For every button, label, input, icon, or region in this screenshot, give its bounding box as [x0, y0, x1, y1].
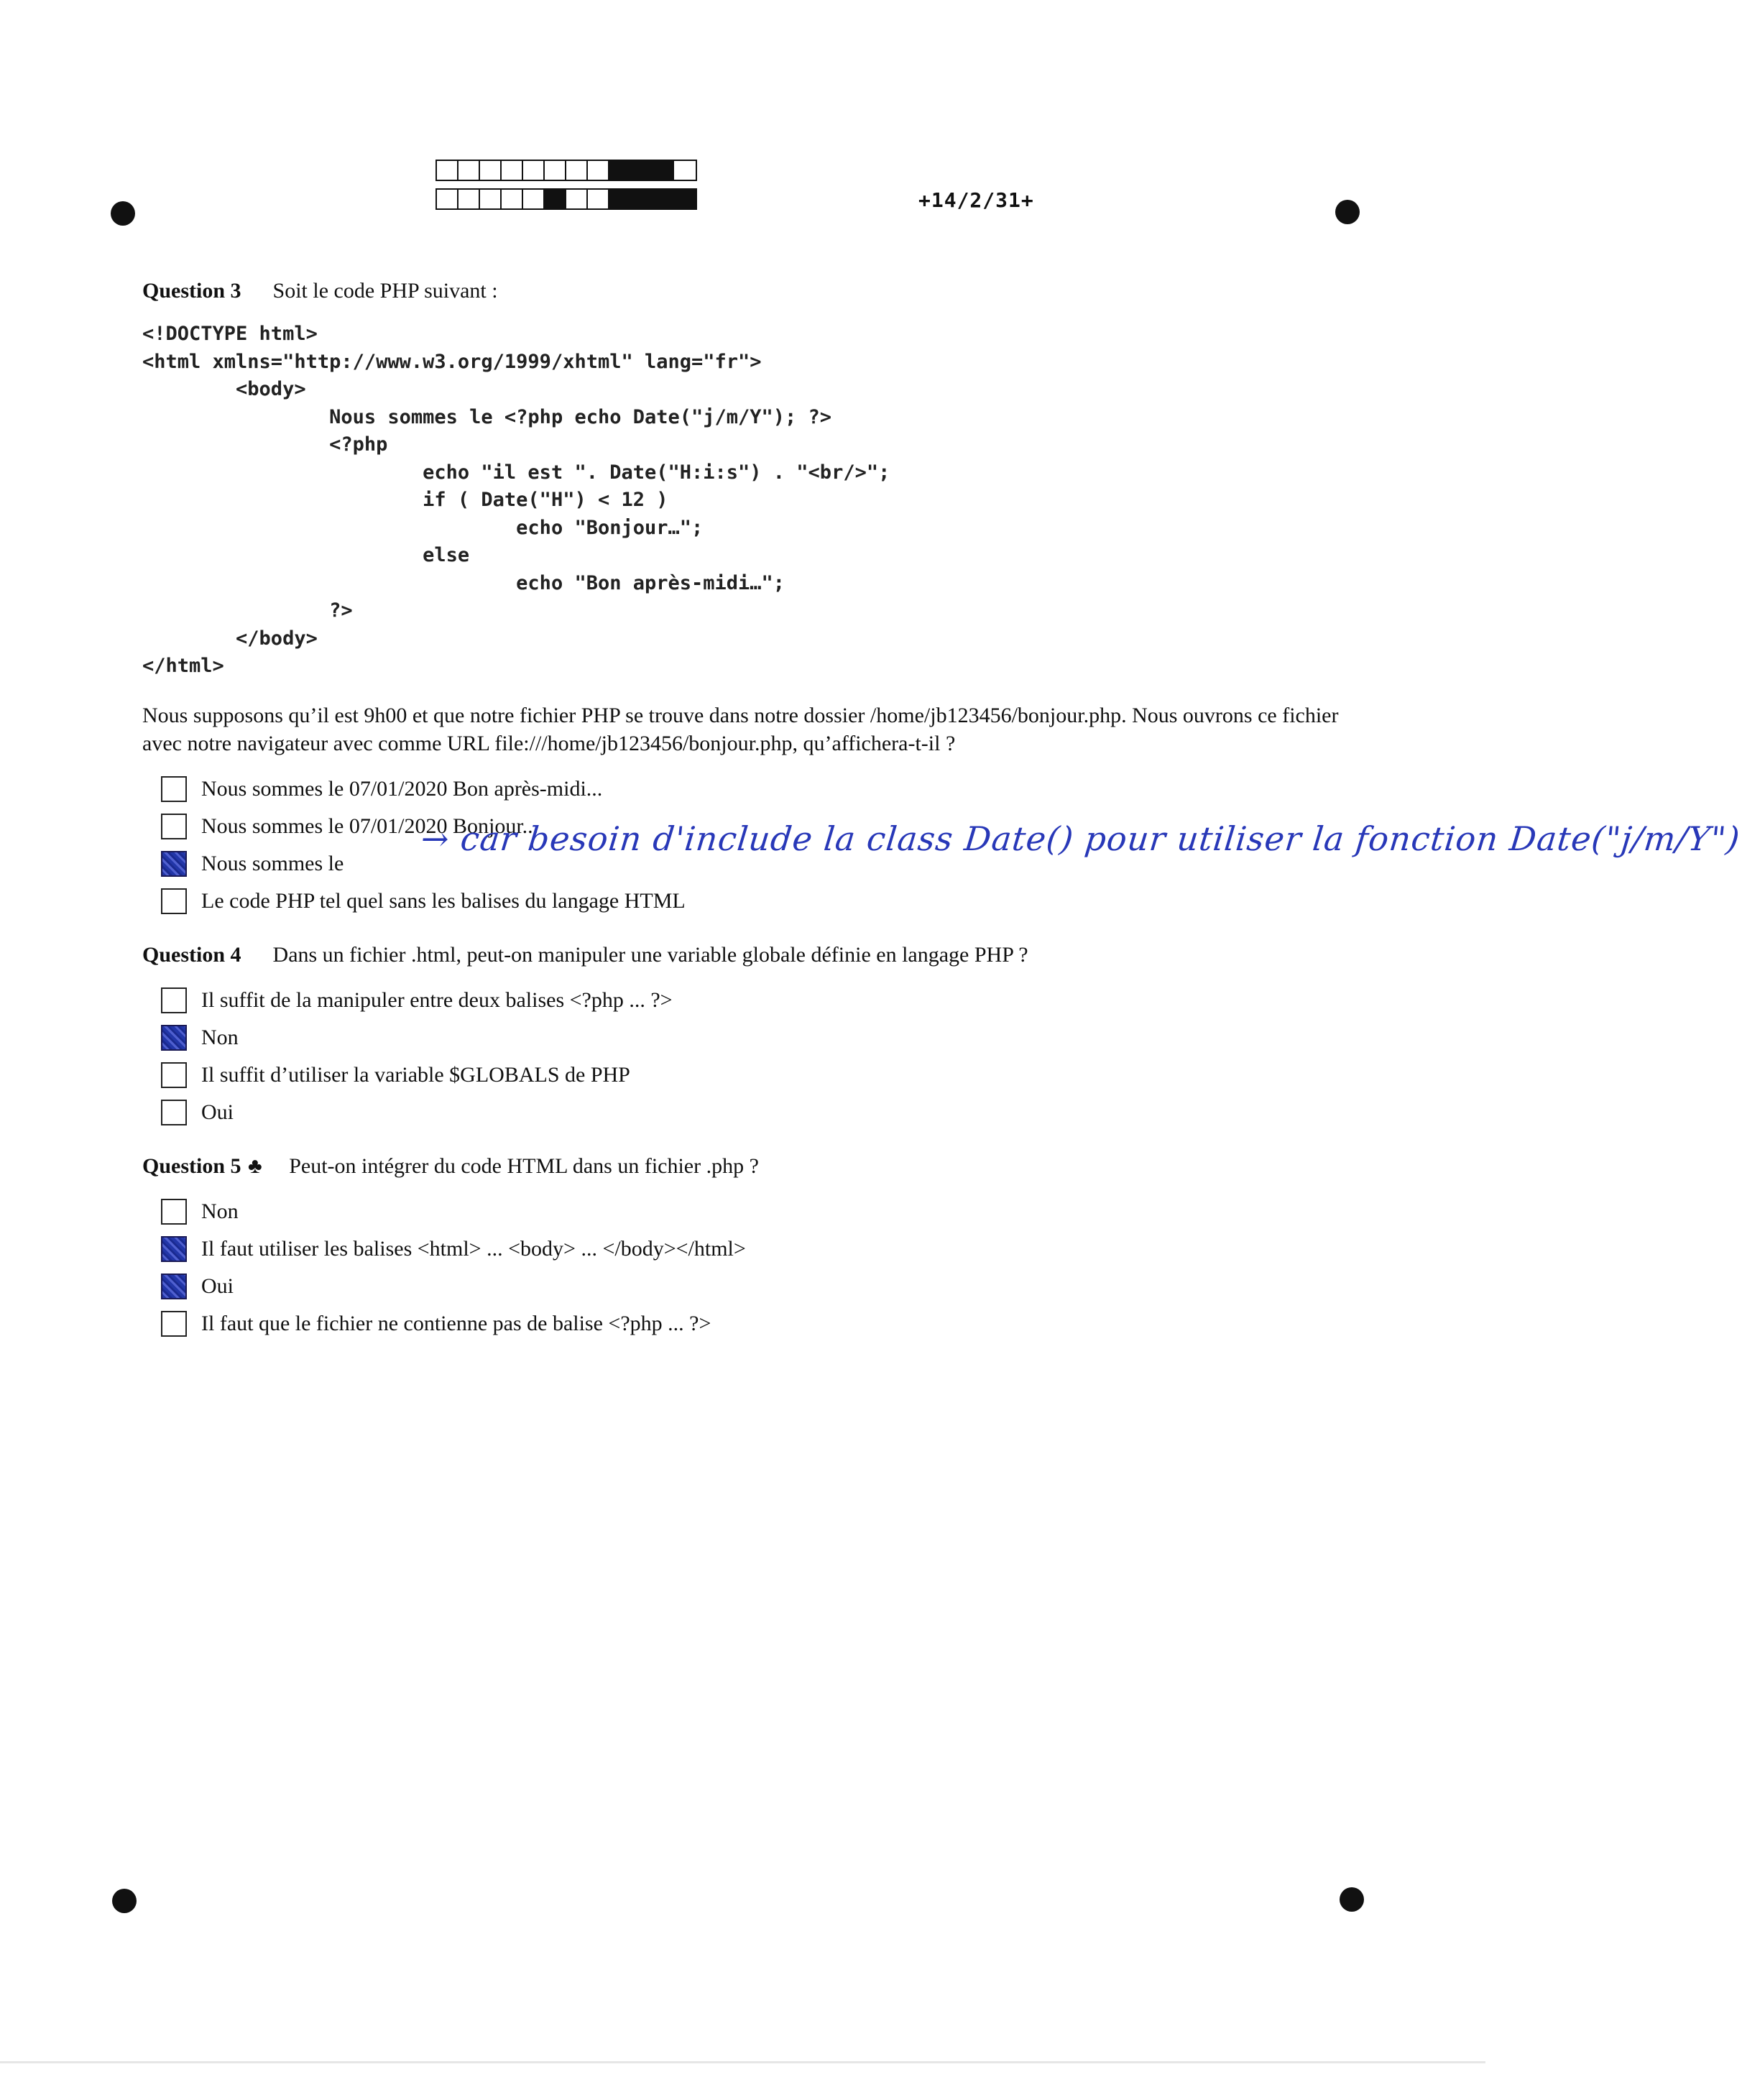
- q4-option-2[interactable]: [161, 1025, 239, 1051]
- q3-option-2-label: Nous sommes le 07/01/2020 Bonjour...: [201, 814, 539, 838]
- q5-option-1-label: Non: [201, 1199, 239, 1223]
- q3-option-3[interactable]: [161, 851, 344, 877]
- q3-option-4-label: Le code PHP tel quel sans les balises du langage HTML: [201, 889, 686, 913]
- question-3-number: Question 3: [142, 279, 241, 303]
- barcode-bottom: [436, 188, 697, 210]
- q5-option-4-label: Il faut que le fichier ne contienne pas de balise <?php ... ?>: [201, 1312, 711, 1335]
- barcode-bottom-cell: [523, 190, 545, 208]
- q5-option-1[interactable]: [161, 1199, 239, 1225]
- barcode-top-cell: [437, 161, 458, 180]
- barcode-bottom-cell: [437, 190, 458, 208]
- scan-edge-line: [0, 2061, 1485, 2063]
- registration-mark-top-right: [1335, 200, 1360, 224]
- barcode-top-cell: [545, 161, 566, 180]
- barcode-top-cell: [674, 161, 696, 180]
- q4-option-4-label: Oui: [201, 1100, 234, 1124]
- barcode-bottom-cell: [566, 190, 588, 208]
- barcode-top-cell: [588, 161, 609, 180]
- question-3-paragraph: Nous supposons qu’il est 9h00 et que notre fichier PHP se trouve dans notre dossier /home/jb123456/bonjour.php. Nous ouvrons ce fichier avec notre navigateur avec comme URL file:///home/jb123456/bonjour.php, qu’affichera-t-il ?: [142, 704, 1339, 755]
- registration-mark-top-left: [111, 201, 135, 226]
- q3-option-1-label: Nous sommes le 07/01/2020 Bon après-midi...: [201, 777, 603, 801]
- q3-checkbox-4[interactable]: [161, 888, 187, 914]
- q3-checkbox-2[interactable]: [161, 814, 187, 839]
- barcode-bottom-cell: [480, 190, 502, 208]
- q5-option-2[interactable]: [161, 1236, 746, 1262]
- barcode-top-cell: [653, 161, 674, 180]
- question-3-prompt: Soit le code PHP suivant :: [272, 279, 498, 303]
- q3-checkbox-1[interactable]: [161, 776, 187, 802]
- barcode-top-cell: [458, 161, 480, 180]
- registration-mark-bottom-right: [1340, 1887, 1364, 1912]
- q5-checkbox-3[interactable]: [161, 1274, 187, 1299]
- handwritten-annotation: → car besoin d'include la class Date() pour utiliser la fonction Date("j/m/Y"): [419, 819, 1742, 858]
- q3-option-4[interactable]: [161, 888, 686, 914]
- barcode-bottom-cell: [631, 190, 653, 208]
- barcode-top-cell: [609, 161, 631, 180]
- barcode-bottom-cell: [653, 190, 674, 208]
- question-4-number: Question 4: [142, 943, 241, 967]
- barcode-top: [436, 160, 697, 181]
- q4-checkbox-4[interactable]: [161, 1100, 187, 1125]
- page-code: +14/2/31+: [918, 188, 1034, 212]
- question-4-prompt: Dans un fichier .html, peut-on manipuler une variable globale définie en langage PHP ?: [272, 943, 1028, 967]
- question-3-header: [142, 279, 498, 303]
- q5-option-2-label: Il faut utiliser les balises <html> ... <body> ... </body></html>: [201, 1237, 746, 1261]
- q3-option-1[interactable]: [161, 776, 602, 802]
- q4-option-3[interactable]: [161, 1062, 630, 1088]
- q5-option-3-label: Oui: [201, 1274, 234, 1298]
- registration-mark-bottom-left: [112, 1889, 137, 1913]
- q5-option-3[interactable]: [161, 1274, 234, 1299]
- barcode-bottom-cell: [674, 190, 696, 208]
- q4-option-2-label: Non: [201, 1026, 239, 1049]
- barcode-bottom-cell: [588, 190, 609, 208]
- q4-option-3-label: Il suffit d’utiliser la variable $GLOBALS de PHP: [201, 1063, 630, 1087]
- barcode-bottom-cell: [609, 190, 631, 208]
- barcode-bottom-cell: [502, 190, 523, 208]
- question-5-prompt: Peut-on intégrer du code HTML dans un fichier .php ?: [289, 1154, 759, 1178]
- q4-checkbox-3[interactable]: [161, 1062, 187, 1088]
- q5-checkbox-2[interactable]: [161, 1236, 187, 1262]
- q5-checkbox-4[interactable]: [161, 1311, 187, 1337]
- q5-checkbox-1[interactable]: [161, 1199, 187, 1225]
- question-4-header: [142, 943, 1028, 967]
- club-icon: ♣: [248, 1154, 262, 1178]
- q3-checkbox-3[interactable]: [161, 851, 187, 877]
- q3-option-3-label: Nous sommes le: [201, 852, 344, 875]
- barcode-top-cell: [502, 161, 523, 180]
- barcode-bottom-cell: [458, 190, 480, 208]
- question-5-number: Question 5: [142, 1154, 241, 1178]
- barcode-top-cell: [480, 161, 502, 180]
- barcode-top-cell: [566, 161, 588, 180]
- php-code-block: <!DOCTYPE html> <html xmlns="http://www.w3.org/1999/xhtml" lang="fr"> <body> Nous sommes le <?php echo Date("j/m/Y"); ?> <?php echo "il est ". Date("H:i:s") . "<br/>"; if ( Date("H") < 12 ) echo "Bonjour…"; else echo "Bon après-midi…"; ?> </body> </html>: [142, 323, 890, 677]
- q4-option-4[interactable]: [161, 1100, 234, 1125]
- barcode-bottom-cell: [545, 190, 566, 208]
- barcode-top-cell: [631, 161, 653, 180]
- q4-option-1-label: Il suffit de la manipuler entre deux balises <?php ... ?>: [201, 988, 673, 1012]
- q4-option-1[interactable]: [161, 987, 673, 1013]
- q5-option-4[interactable]: [161, 1311, 711, 1337]
- q4-checkbox-2[interactable]: [161, 1025, 187, 1051]
- barcode-top-cell: [523, 161, 545, 180]
- question-5-header: [142, 1154, 759, 1179]
- q4-checkbox-1[interactable]: [161, 987, 187, 1013]
